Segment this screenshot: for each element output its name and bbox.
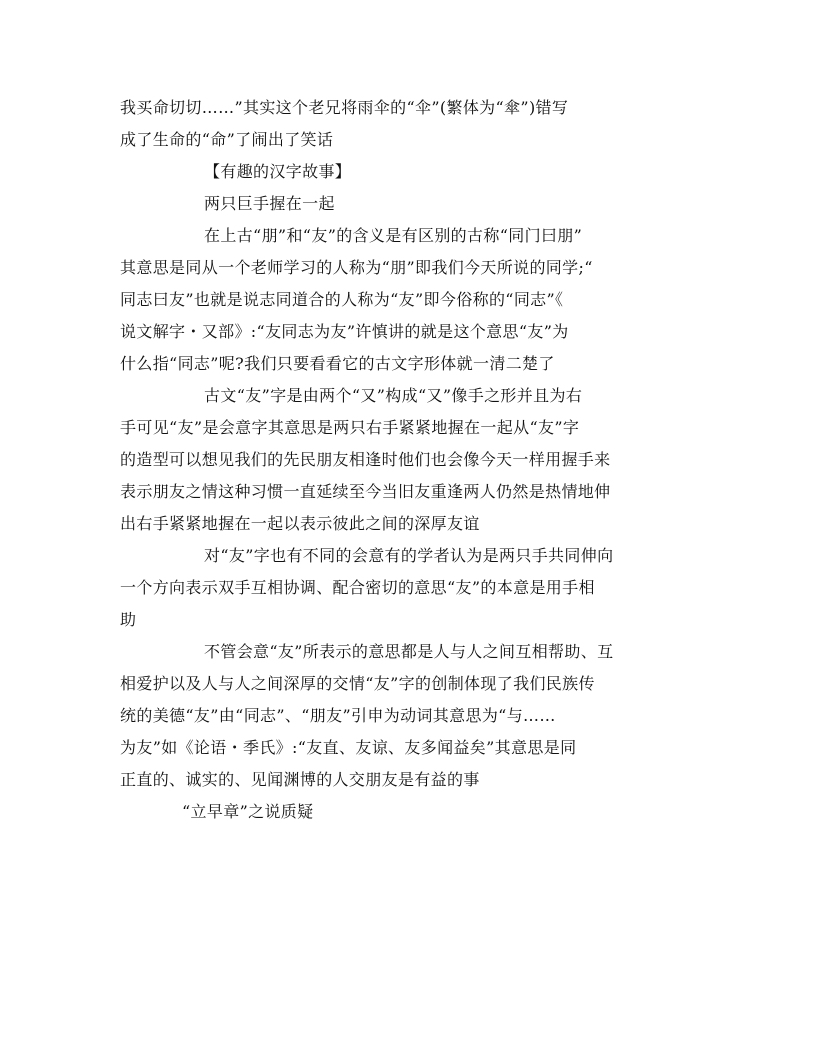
body-line: 手可见“友”是会意字其意思是两只右手紧紧地握在一起从“友”字	[120, 418, 580, 437]
paragraph-first-line: 对“友”字也有不同的会意有的学者认为是两只手共同伸向	[204, 546, 614, 565]
body-line: 统的美德“友”由“同志”、“朋友”引申为动词其意思为“与……	[120, 706, 556, 725]
body-line: 相爱护以及人与人之间深厚的交情“友”字的创制体现了我们民族传	[120, 674, 595, 693]
paragraph-first-line: 古文“友”字是由两个“又”构成“又”像手之形并且为右	[204, 386, 583, 405]
document-body	[120, 92, 696, 828]
paragraph-first-line: 在上古“朋”和“友”的含义是有区别的古称“同门曰朋”	[204, 226, 583, 245]
body-line: 说文解字・又部》:“友同志为友”许慎讲的就是这个意思“友”为	[120, 322, 569, 341]
next-section-title: “立早章”之说质疑	[182, 802, 314, 821]
body-line: 正直的、诚实的、见闻渊博的人交朋友是有益的事	[120, 770, 480, 789]
body-line: 助	[120, 610, 137, 629]
body-line: 同志曰友”也就是说志同道合的人称为“友”即今俗称的“同志”《	[120, 290, 564, 309]
story-title: 两只巨手握在一起	[204, 194, 335, 213]
body-line: 一个方向表示双手互相协调、配合密切的意思“友”的本意是用手相	[120, 578, 595, 597]
body-line: 为友”如《论语・季氏》:“友直、友谅、友多闻益矣”其意思是同	[120, 738, 577, 757]
body-line: 其意思是同从一个老师学习的人称为“朋”即我们今天所说的同学;“	[120, 258, 593, 277]
body-line: 表示朋友之情这种习惯一直延续至今当旧友重逢两人仍然是热情地伸	[120, 482, 611, 501]
body-line: 什么指“同志”呢?我们只要看看它的古文字形体就一清二楚了	[120, 354, 555, 373]
body-line: 出右手紧紧地握在一起以表示彼此之间的深厚友谊	[120, 514, 480, 533]
body-line: 我买命切切……”其实这个老兄将雨伞的“伞”(繁体为“傘”)错写	[120, 98, 569, 117]
section-heading: 【有趣的汉字故事】	[204, 162, 352, 181]
body-line: 成了生命的“命”了闹出了笑话	[120, 130, 334, 149]
body-line: 的造型可以想见我们的先民朋友相逢时他们也会像今天一样用握手来	[120, 450, 611, 469]
paragraph-first-line: 不管会意“友”所表示的意思都是人与人之间互相帮助、互	[204, 642, 614, 661]
